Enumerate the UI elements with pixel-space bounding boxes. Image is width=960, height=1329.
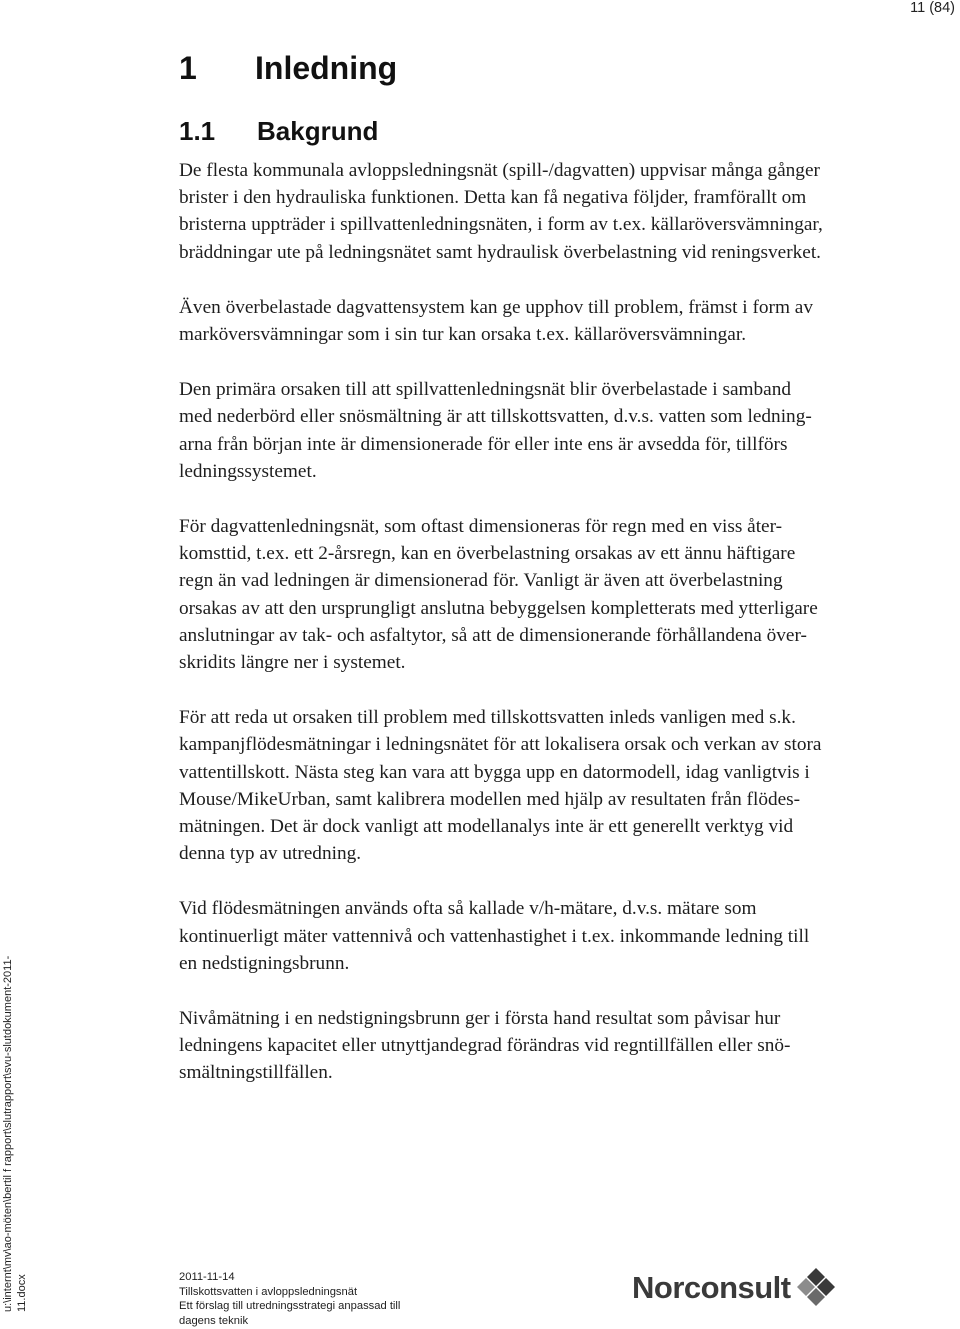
paragraph-line: regn än vad ledningen är dimensionerad för. Vanligt är även att överbelastning	[179, 570, 783, 592]
paragraph-line: För dagvattenledningsnät, som oftast dimensioneras för regn med en viss åter-	[179, 516, 783, 538]
paragraph-line: kontinuerligt mäter vattennivå och vattenhastighet i t.ex. inkommande ledning till	[179, 925, 810, 947]
paragraph-3	[179, 376, 879, 485]
paragraph-line: med nederbörd eller snösmältning är att tillskottsvatten, d.v.s. vatten som ledning-	[179, 406, 812, 428]
page-number: 11 (84)	[910, 0, 955, 16]
paragraph-line: Nivåmätning i en nedstigningsbrunn ger i första hand resultat som påvisar hur	[179, 1008, 781, 1030]
paragraph-line: ledningssystemet.	[179, 460, 317, 482]
file-path-margin-note	[1, 946, 31, 1312]
paragraph-1	[179, 157, 879, 266]
paragraph-line: brister i den hydrauliska funktionen. Detta kan få negativa följder, framförallt om	[179, 187, 807, 209]
chapter-number: 1	[179, 50, 197, 86]
paragraph-line: Mouse/MikeUrban, samt kalibrera modellen med hjälp av resultaten från flödes-	[179, 788, 801, 810]
paragraph-4	[179, 513, 879, 676]
footer-report-title: Tillskottsvatten i avloppsledningsnät	[179, 1285, 358, 1298]
paragraph-7	[179, 1005, 879, 1087]
paragraph-2	[179, 294, 879, 348]
file-path-line: 11.docx	[16, 1274, 28, 1312]
paragraph-line: komsttid, t.ex. ett 2-årsregn, kan en överbelastning orsakas av ett ännu häftigare	[179, 543, 796, 565]
paragraph-line: De flesta kommunala avloppsledningsnät (spill-/dagvatten) uppvisar många gånger	[179, 160, 820, 181]
logo-wordmark: Norconsult	[632, 1270, 791, 1305]
norconsult-diamond-icon	[794, 1268, 838, 1308]
paragraph-line: smältningstillfällen.	[179, 1062, 333, 1084]
paragraph-line: Den primära orsaken till att spillvattenledningsnät blir överbelastade i samband	[179, 379, 792, 401]
footer-date: 2011-11-14	[179, 1271, 235, 1283]
paragraph-line: Vid flödesmätningen används ofta så kallade v/h-mätare, d.v.s. mätare som	[179, 898, 757, 920]
file-path-line: u:\internt\mv\ao-möten\bertil f rapport\slutrapport\svu-slutdokument-2011-	[2, 955, 14, 1312]
footer-report-subtitle-cont: dagens teknik	[179, 1314, 249, 1327]
paragraph-line: en nedstigningsbrunn.	[179, 952, 350, 974]
paragraph-line: skridits längre ner i systemet.	[179, 652, 406, 674]
paragraph-line: Även överbelastade dagvattensystem kan ge upphov till problem, främst i form av	[179, 296, 813, 318]
paragraph-line: marköversvämningar som i sin tur kan orsaka t.ex. källaröversvämningar.	[179, 324, 747, 346]
section-title: Bakgrund	[257, 116, 379, 146]
paragraph-5	[179, 704, 879, 867]
section-number: 1.1	[179, 116, 216, 146]
paragraph-line: För att reda ut orsaken till problem med tillskottsvatten inleds vanligen med s.k.	[179, 707, 796, 729]
paragraph-line: ledningens kapacitet eller utnyttjandegrad förändras vid regntillfällen eller snö-	[179, 1035, 791, 1057]
paragraph-line: arna från början inte är dimensionerade för eller inte ens är avsedda för, tillförs	[179, 433, 788, 455]
section-heading	[179, 115, 378, 147]
chapter-title: Inledning	[255, 50, 398, 86]
paragraph-line: kampanjflödesmätningar i ledningsnätet för att lokalisera orsak och verkan av stora	[179, 734, 822, 756]
paragraph-line: denna typ av utredning.	[179, 843, 362, 865]
paragraph-line: orsakas av att den ursprungligt anslutna bebyggelsen kompletterats med ytterligare	[179, 597, 818, 619]
paragraph-line: anslutningar av tak- och asfaltytor, så att de dimensionerande förhållandena över-	[179, 624, 807, 646]
footer	[179, 1270, 400, 1328]
footer-report-subtitle: Ett förslag till utredningsstrategi anpassad till	[179, 1300, 401, 1313]
paragraph-line: bräddningar ute på ledningsnätet samt hydraulisk överbelastning vid reningsverket.	[179, 241, 822, 263]
body-text	[179, 157, 879, 1115]
paragraph-line: vattentillskott. Nästa steg kan vara att bygga upp en datormodell, idag vanligtvis i	[179, 761, 810, 783]
paragraph-line: bristerna uppträder i spillvattenledningsnäten, i form av t.ex. källaröversvämningar,	[179, 214, 823, 236]
norconsult-logo	[632, 1268, 838, 1308]
paragraph-6	[179, 895, 879, 977]
chapter-heading	[179, 48, 397, 88]
paragraph-line: mätningen. Det är dock vanligt att modellanalys inte är ett generellt verktyg vid	[179, 816, 794, 838]
